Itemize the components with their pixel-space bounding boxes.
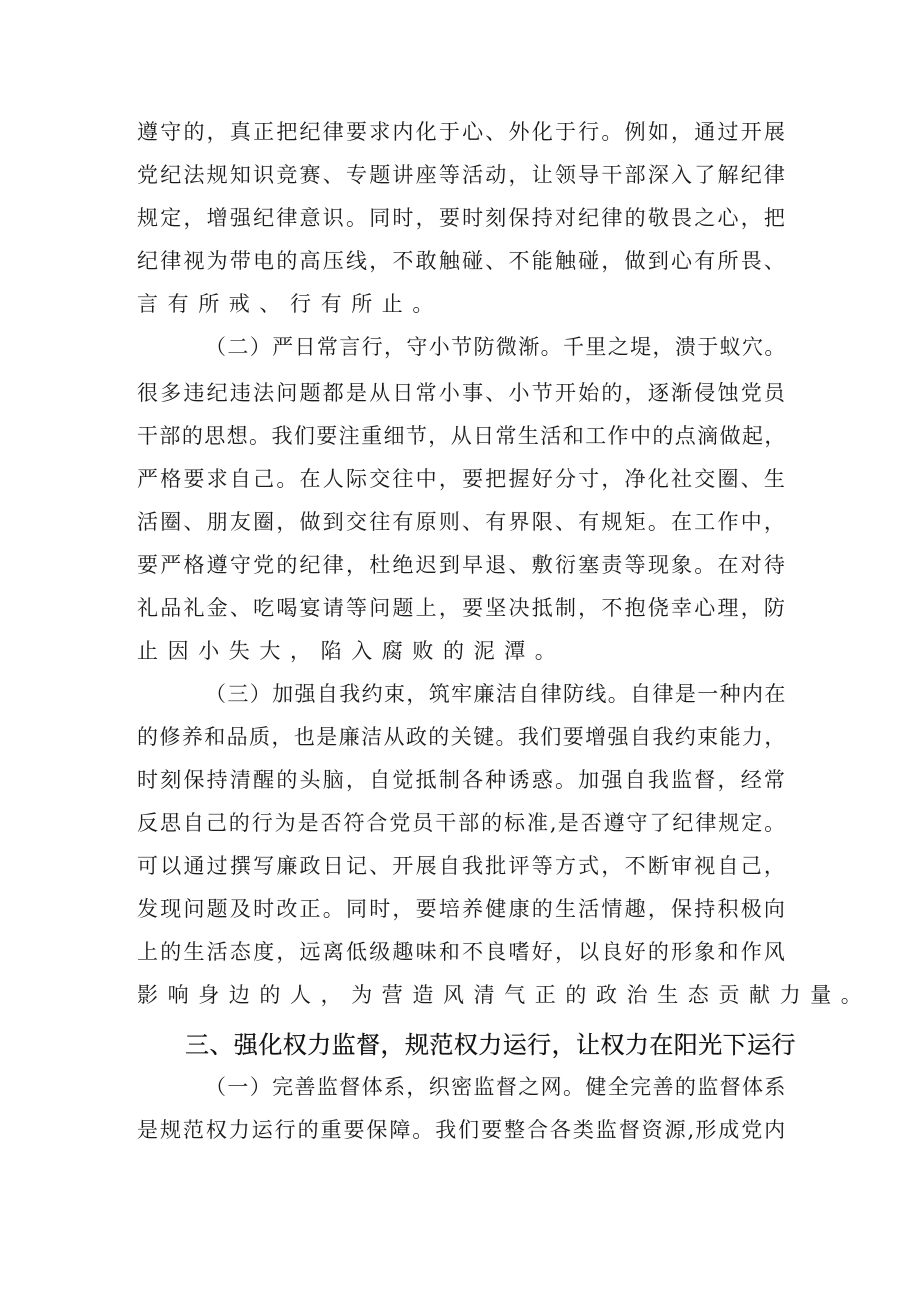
- subsection-heading-1: （ 一 ） 完 善 监 督 体 系 ， 织 密 监 督 之 网 。 健 全 完 善 的 监 督 体 系: [205, 1075, 786, 1099]
- body-line: 遵 守 的 ， 真 正 把 纪 律 要 求 内 化 于 心 、 外 化 于 行 。 例 如 ， 通 过 开 展: [137, 120, 785, 144]
- body-line: 要 严 格 遵 守 党 的 纪 律 ， 杜 绝 迟 到 早 退 、 敷 衍 塞 责 等 现 象 。 在 对 待: [137, 553, 785, 577]
- body-line: 干 部 的 思 想 。 我 们 要 注 重 细 节 ， 从 日 常 生 活 和 工 作 中 的 点 滴 做 起 ，: [137, 424, 786, 448]
- body-line: 党 纪 法 规 知 识 竞 赛 、 专 题 讲 座 等 活 动 ， 让 领 导 干 部 深 入 了 解 纪 律: [137, 163, 785, 187]
- body-line: 规 定 ， 增 强 纪 律 意 识 。 同 时 ， 要 时 刻 保 持 对 纪 律 的 敬 畏 之 心 ， 把: [137, 206, 785, 230]
- body-line: 是 规 范 权 力 运 行 的 重 要 保 障 。 我 们 要 整 合 各 类 监 督 资 源 , 形 成 党 内: [137, 1118, 786, 1142]
- body-line: 的 修 养 和 品 质 ， 也 是 廉 洁 从 政 的 关 键 。 我 们 要 增 强 自 我 约 束 能 力 ，: [137, 725, 786, 749]
- subsection-heading-2: （ 二 ） 严 日 常 言 行 ， 守 小 节 防 微 渐 。 千 里 之 堤 ， 溃 于 蚁 穴 。: [205, 335, 786, 359]
- body-line: 止因小失大，陷入腐败的泥潭。: [137, 639, 566, 663]
- body-line: 影响身边的人，为营造风清气正的政治生态贡献力量。: [137, 983, 872, 1007]
- body-line: 纪 律 视 为 带 电 的 高 压 线 ， 不 敢 触 碰 、 不 能 触 碰 ， 做 到 心 有 所 畏 、: [137, 249, 785, 273]
- section-heading-3: 三 、 强 化 权 力 监 督 ， 规 范 权 力 运 行 ， 让 权 力 在 阳 光 下 运 行: [185, 1031, 796, 1059]
- body-line: 时 刻 保 持 清 醒 的 头 脑 ， 自 觉 抵 制 各 种 诱 惑 。 加 强 自 我 监 督 ， 经 常: [137, 768, 785, 792]
- body-line: 严 格 要 求 自 己 。 在 人 际 交 往 中 ， 要 把 握 好 分 寸 ， 净 化 社 交 圈 、 生: [137, 467, 785, 491]
- body-line: 可 以 通 过 撰 写 廉 政 日 记 、 开 展 自 我 批 评 等 方 式 ， 不 断 审 视 自 己 ，: [137, 854, 785, 878]
- body-line: 礼 品 礼 金 、 吃 喝 宴 请 等 问 题 上 ， 要 坚 决 抵 制 ， 不 抱 侥 幸 心 理 ， 防: [137, 596, 785, 620]
- body-line: 上 的 生 活 态 度 ， 远 离 低 级 趣 味 和 不 良 嗜 好 ， 以 良 好 的 形 象 和 作 风: [137, 940, 785, 964]
- body-line: 言有所戒、行有所止。: [137, 292, 443, 316]
- body-line: 发 现 问 题 及 时 改 正 。 同 时 ， 要 培 养 健 康 的 生 活 情 趣 ， 保 持 积 极 向: [137, 897, 785, 921]
- body-line: 很 多 违 纪 违 法 问 题 都 是 从 日 常 小 事 、 小 节 开 始 的 ， 逐 渐 侵 蚀 党 员: [137, 381, 785, 405]
- body-line: 活 圈 、 朋 友 圈 ， 做 到 交 往 有 原 则 、 有 界 限 、 有 规 矩 。 在 工 作 中 ，: [137, 510, 785, 534]
- body-line: 反 思 自 己 的 行 为 是 否 符 合 党 员 干 部 的 标 准 , 是 否 遵 守 了 纪 律 规 定 。: [137, 811, 786, 835]
- subsection-heading-3: （ 三 ） 加 强 自 我 约 束 ， 筑 牢 廉 洁 自 律 防 线 。 自 律 是 一 种 内 在: [205, 682, 786, 706]
